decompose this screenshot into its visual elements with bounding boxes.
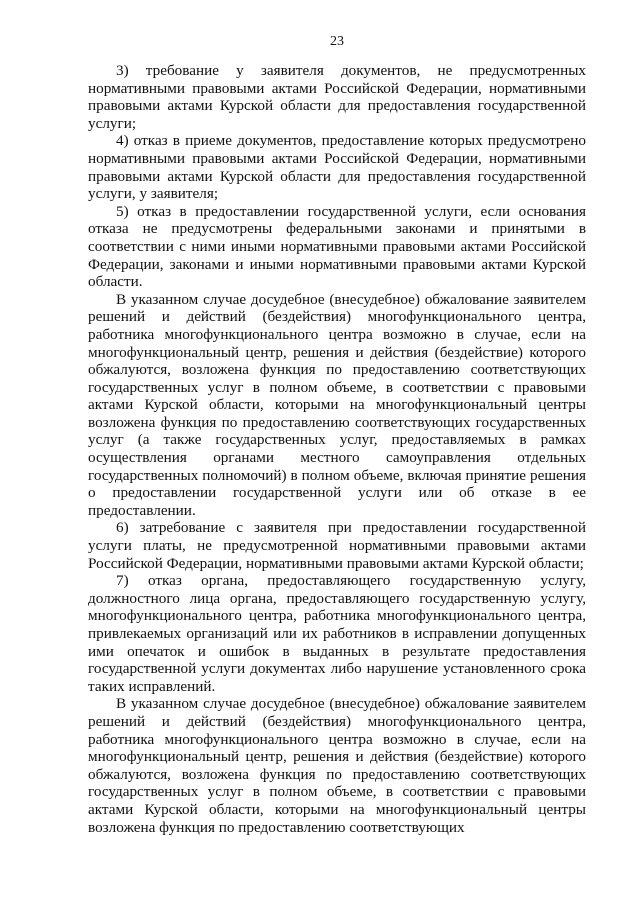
paragraph-note-2: В указанном случае досудебное (внесудебное) обжалование заявителем решений и действий (бездействия) многофункционального центра, работника многофункционального центра возможно в случае, если на многофункциональный центр, решения и действия (бездействие) которого обжалуются, возложена функция по предоставлению соответствующих государственных услуг в полном объеме, в соответствии с правовыми актами Курской области, которыми на многофункциональный центры возложена функция по предоставлению соответствующих <box>88 695 586 836</box>
paragraph-item-4: 4) отказ в приеме документов, предоставление которых предусмотрено нормативными правовыми актами Российской Федерации, нормативными правовыми актами Курской области для предоставления государственной услуги, у заявителя; <box>88 132 586 203</box>
paragraph-item-7: 7) отказ органа, предоставляющего государственную услугу, должностного лица органа, предоставляющего государственную услугу, многофункционального центра, работника многофункционального центра, привлекаемых организаций или их работников в исправлении допущенных ими опечаток и ошибок в выданных в результате предоставления государственной услуги документах либо нарушение установленного срока таких исправлений. <box>88 572 586 695</box>
paragraph-item-5: 5) отказ в предоставлении государственной услуги, если основания отказа не предусмотрены федеральными законами и принятыми в соответствии с ними иными нормативными правовыми актами Российской Федерации, законами и иными нормативными правовыми актами Курской области. <box>88 202 586 291</box>
paragraph-item-6: 6) затребование с заявителя при предоставлении государственной услуги платы, не предусмотренной нормативными правовыми актами Российской Федерации, нормативными правовыми актами Курской области; <box>88 519 586 572</box>
paragraph-item-3: 3) требование у заявителя документов, не предусмотренных нормативными правовыми актами Российской Федерации, нормативными правовыми актами Курской области для предоставления государственной услуги; <box>88 62 586 132</box>
page-number: 23 <box>330 34 344 49</box>
paragraph-note-1: В указанном случае досудебное (внесудебное) обжалование заявителем решений и действий (бездействия) многофункционального центра, работника многофункционального центра возможно в случае, если на многофункциональный центр, решения и действия (бездействие) которого обжалуются, возложена функция по предоставлению соответствующих государственных услуг в полном объеме, в соответствии с правовыми актами Курской области, которыми на многофункциональный центры возложена функция по предоставлению соответствующих государственных услуг (а также государственных услуг, предоставляемых в рамках осуществления органами местного самоуправления отдельных государственных полномочий) в полном объеме, включая принятие решения о предоставлении государственной услуги или об отказе в ее предоставлении. <box>88 290 586 519</box>
